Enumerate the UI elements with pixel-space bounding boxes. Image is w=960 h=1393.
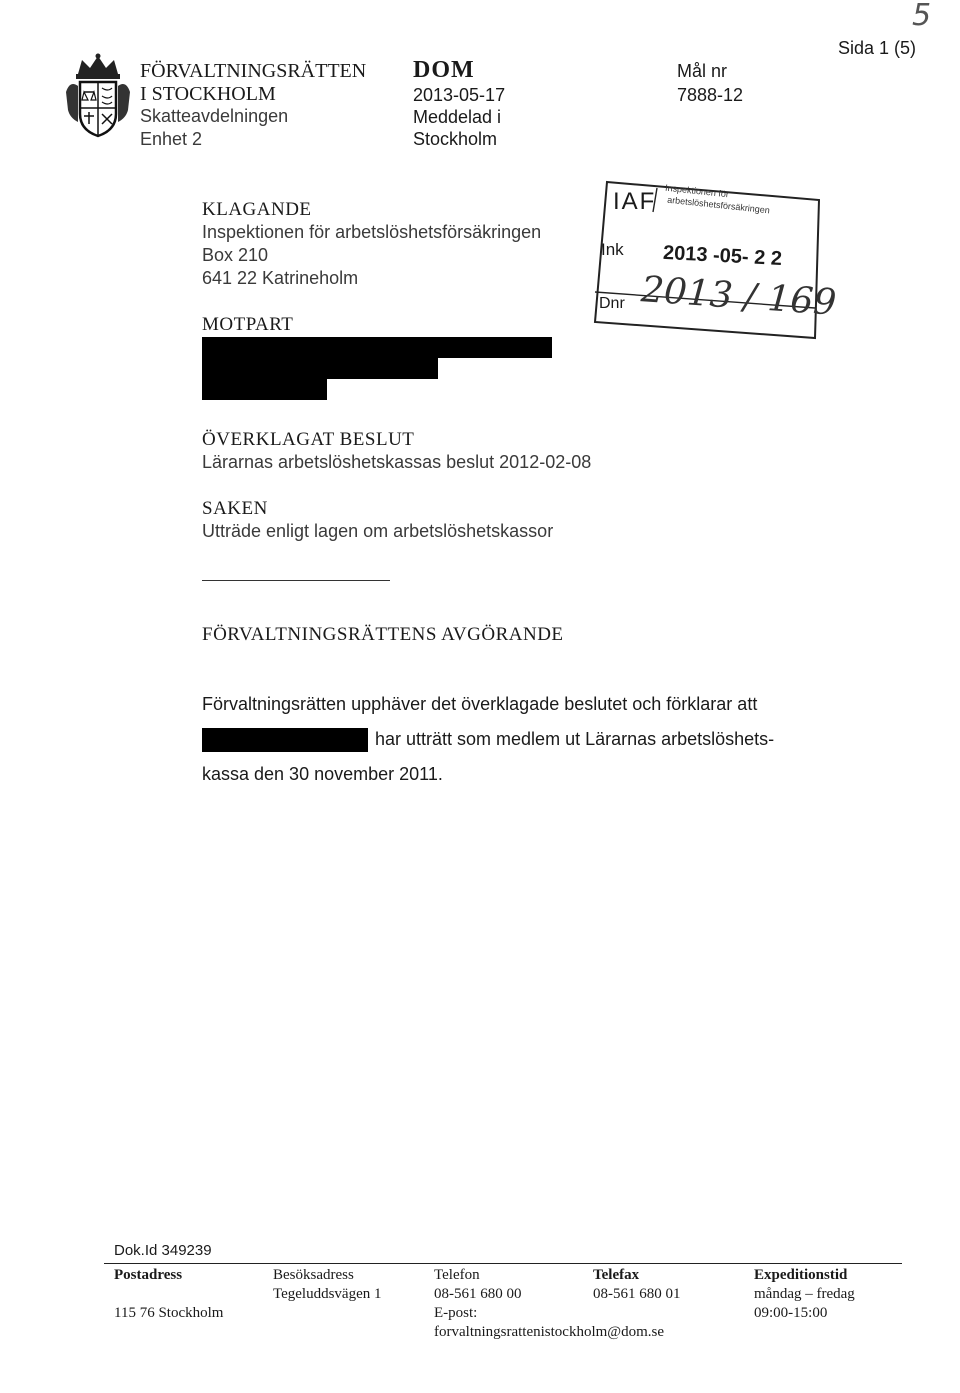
received-stamp <box>593 172 838 340</box>
case-number-label: Mål nr <box>677 61 728 81</box>
redacted-member-name <box>202 728 368 752</box>
issued-place: Stockholm <box>413 129 498 149</box>
document-id: Dok.Id 349239 <box>114 1242 212 1259</box>
appealed-text: Lärarnas arbetslöshetskassas beslut 2012-02-08 <box>202 452 592 472</box>
matter-text: Utträde enligt lagen om arbetslöshetskassor <box>202 521 554 541</box>
phone-value: 08-561 680 00 <box>434 1286 522 1302</box>
stamp-org: IAF <box>613 188 657 215</box>
document-date: 2013-05-17 <box>413 85 506 105</box>
email-label: E-post: <box>434 1305 478 1321</box>
visit-label: Besöksadress <box>273 1267 354 1283</box>
hours-days: måndag – fredag <box>754 1286 855 1302</box>
stamp-dnr-value: 2013 / 169 <box>639 269 838 324</box>
redacted-city <box>202 379 327 400</box>
court-emblem <box>64 52 132 138</box>
postal-label: Postadress <box>114 1267 183 1283</box>
fax-value: 08-561 680 01 <box>593 1286 681 1302</box>
klagande-city: 641 22 Katrineholm <box>202 268 359 288</box>
appealed-heading: ÖVERKLAGAT BESLUT <box>202 429 415 450</box>
redacted-address <box>202 358 438 379</box>
hours-time: 09:00-15:00 <box>754 1305 828 1321</box>
footer-rule <box>104 1263 902 1264</box>
handwritten-page-mark: 5 <box>912 0 932 33</box>
issued-label: Meddelad i <box>413 107 502 127</box>
fax-label: Telefax <box>593 1267 640 1283</box>
redacted-name <box>202 337 552 358</box>
visit-value: Tegeluddsvägen 1 <box>273 1286 382 1302</box>
stamp-ink-label: Ink <box>601 240 624 259</box>
unit: Enhet 2 <box>140 129 203 149</box>
stamp-ink-date: 2013 -05- 2 2 <box>662 241 783 271</box>
klagande-box: Box 210 <box>202 245 269 265</box>
document-type: DOM <box>413 57 475 83</box>
matter-heading: SAKEN <box>202 498 268 519</box>
section-divider <box>202 580 390 581</box>
court-name-line2: I STOCKHOLM <box>140 83 276 105</box>
klagande-name: Inspektionen för arbetslöshetsförsäkringen <box>202 222 542 242</box>
email-value: forvaltningsrattenistockholm@dom.se <box>434 1324 665 1340</box>
phone-label: Telefon <box>434 1267 480 1283</box>
ruling-line3: kassa den 30 november 2011. <box>202 764 443 784</box>
ruling-line2: har utträtt som medlem ut Lärarnas arbetslöshets- <box>375 729 775 749</box>
department: Skatteavdelningen <box>140 106 289 126</box>
ruling-heading: FÖRVALTNINGSRÄTTENS AVGÖRANDE <box>202 624 564 645</box>
stamp-org-small-1: Inspektionen för <box>664 182 730 200</box>
klagande-heading: KLAGANDE <box>202 199 312 220</box>
page-number: Sida 1 (5) <box>838 38 917 58</box>
court-name-line1: FÖRVALTNINGSRÄTTEN <box>140 60 367 82</box>
hours-label: Expeditionstid <box>754 1267 848 1283</box>
postal-value: 115 76 Stockholm <box>114 1305 224 1321</box>
case-number: 7888-12 <box>677 85 744 105</box>
ruling-line1: Förvaltningsrätten upphäver det överklagade beslutet och förklarar att <box>202 694 758 714</box>
motpart-heading: MOTPART <box>202 314 294 335</box>
stamp-org-small-2: arbetslöshetsförsäkringen <box>666 194 771 216</box>
stamp-dnr-label: Dnr <box>599 295 625 312</box>
